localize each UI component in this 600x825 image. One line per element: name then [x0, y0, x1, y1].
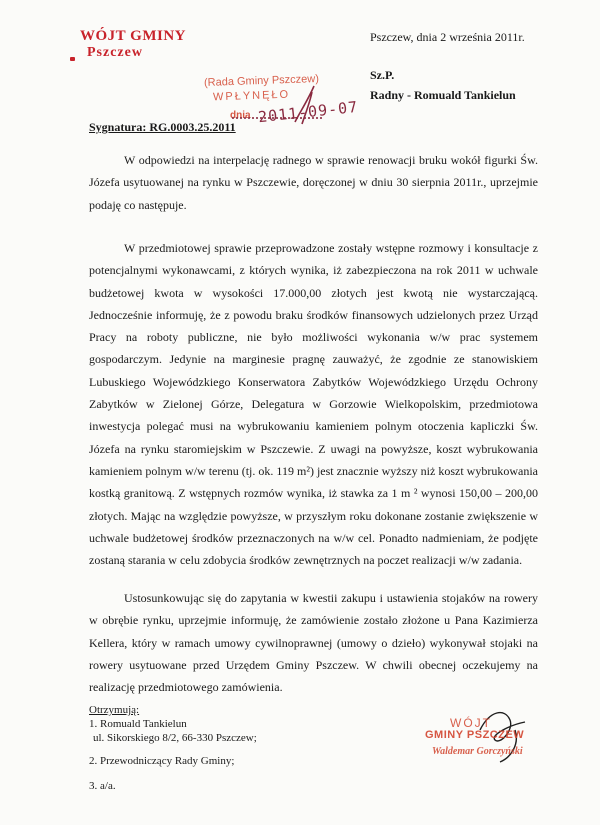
letterhead-town: Pszczew	[87, 45, 143, 60]
reference-number: Sygnatura: RG.0003.25.2011	[89, 120, 236, 134]
salutation: Sz.P.	[370, 68, 395, 82]
letterhead-office: WÓJT GMINY	[80, 28, 186, 44]
recipient-item-1-address: ul. Sikorskiego 8/2, 66-330 Pszczew;	[93, 732, 257, 744]
body-paragraph-1: W odpowiedzi na interpelację radnego w sprawie renowacji bruku wokół figurki Św. Józefa usytuowanej na rynku w Pszczewie, doręczonej w dniu 30 sierpnia 2011r., uprzejmie podaję co następuje.	[89, 153, 538, 212]
place-date: Pszczew, dnia 2 września 2011r.	[370, 30, 525, 44]
closing-stamp-title: WÓJT	[450, 716, 492, 730]
received-stamp-date-label: dnia	[230, 110, 251, 121]
body-paragraph-2: W przedmiotowej sprawie przeprowadzone zostały wstępne rozmowy i konsultacje z potencjalnymi wykonawcami, z których wynika, iż zabezpieczona na rok 2011 w uchwale budżetowej kwota w wysokości 17.000,00 złotych jest kwotą nie wystarczającą. Jednocześnie informuję, że z powodu braku środków finansowych udzielonych przez Urząd Pracy na roboty publiczne, nie było możliwości wykonania w/w prac systemem gospodarczym. Jedynie na marginesie pragnę zauważyć, że zgodnie ze stanowiskiem Lubuskiego Wojewódzkiego Konserwatora Zabytków Wojewódzkiego Urzędu Ochrony Zabytków w Zielonej Górze, Delegatura w Gorzowie Wielkopolskim, przedmiotowa inwestycja polegać musi na wybrukowaniu kamieniem polnym otoczenia kapliczki Św. Józefa na rynku staromiejskim w Pszczewie. Z uwagi na powyższe, koszt wybrukowania kamieniem polnym w/w terenu (tj. ok. 119 m²) jest znacznie wyższy niż koszt wybrukowania kostką granitową. Z wstępnych rozmów wynika, iż stawka za 1 m ² wynosi 150,00 – 200,00 złotych. Mając na względzie powyższe, w przyszłym roku dokonane zostanie zwiększenie w uchwale budżetowej środków przeznaczonych na w/w cel. Ponadto nadmieniam, że podjęte zostaną starania w celu zdobycia środków zewnętrznych na poczet realizacji w/w zadania.	[89, 241, 538, 568]
recipient-item-2: 2. Przewodniczący Rady Gminy;	[89, 755, 235, 767]
recipient-item-3: 3. a/a.	[89, 780, 116, 792]
recipient-item-1: 1. Romuald Tankielun	[89, 718, 187, 730]
closing-stamp-office: GMINY PSZCZEW	[425, 729, 525, 741]
letterhead-mark	[70, 57, 75, 61]
body-paragraph-3: Ustosunkowując się do zapytania w kwestii zakupu i ustawienia stojaków na rowery w obrębie rynku, uprzejmie informuję, że zamówienie zostało złożone u Pana Kazimierza Kellera, który w ramach umowy cywilnoprawnej (umowy o dzieło) wykonywał stojaki na rowery usytuowane przed Urzędem Gminy Pszczew. W chwili obecnej oczekujemy na realizację przedmiotowego zamówienia.	[89, 591, 538, 695]
received-stamp-date: 2011-09-07	[257, 97, 359, 127]
received-stamp-label: WPŁYNĘŁO	[212, 88, 291, 104]
recipients-heading: Otrzymują:	[89, 704, 140, 716]
received-stamp-office: (Rada Gminy Pszczew)	[203, 72, 320, 90]
closing-stamp-name: Waldemar Gorczyński	[432, 746, 523, 757]
received-initials-signature	[290, 82, 320, 127]
recipient-name: Radny - Romuald Tankielun	[370, 88, 516, 102]
